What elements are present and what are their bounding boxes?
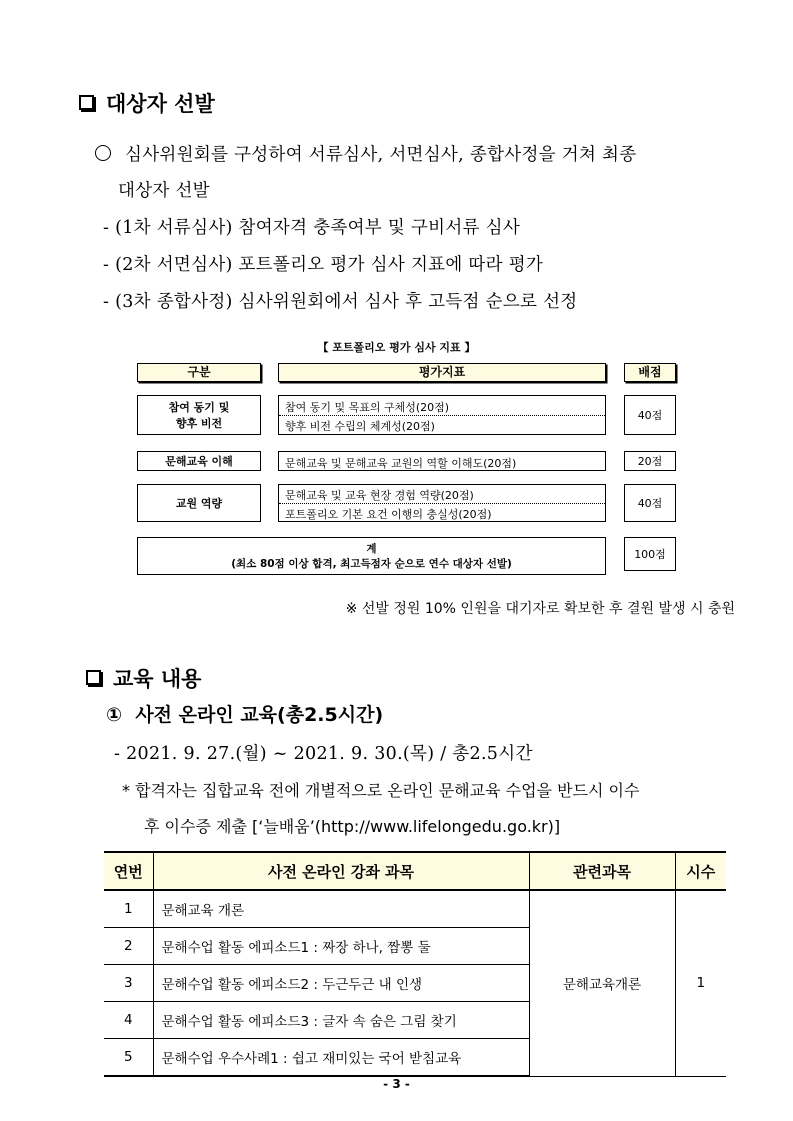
criteria-item: 문해교육 및 교육 현장 경험 역량(20점)	[285, 489, 474, 502]
row-no: 4	[104, 1002, 153, 1039]
criteria-item: 참여 동기 및 목표의 구체성(20점)	[285, 401, 450, 414]
course-table	[104, 851, 726, 1077]
dotted-divider	[279, 503, 605, 504]
eval-footnote: ※ 선발 정원 10% 인원을 대기자로 확보한 후 결원 발생 시 충원	[345, 601, 735, 617]
criteria-item: 문해교육 및 문해교육 교원의 역할 이해도(20점)	[285, 457, 517, 470]
row-course-title: 문해교육 개론	[153, 890, 529, 928]
hours-cell: 1	[675, 890, 726, 1076]
education-note-1: * 합격자는 집합교육 전에 개별적으로 온라인 문해교육 수업을 반드시 이수	[122, 781, 640, 800]
eval-total-score: 100점	[624, 537, 676, 571]
row-course-title: 문해수업 활동 에피소드1 : 짜장 하나, 짬뽕 둘	[153, 928, 529, 965]
row-no: 3	[104, 965, 153, 1002]
row-no: 1	[104, 890, 153, 928]
intro-line-2: 대상자 선발	[118, 181, 210, 201]
step-line-1: - (1차 서류심사) 참여자격 충족여부 및 구비서류 심사	[103, 218, 521, 238]
course-table-header	[104, 852, 726, 890]
square-bullet-icon	[86, 670, 101, 685]
eval-row-2-criteria	[278, 451, 606, 471]
criteria-item: 포트폴리오 기본 요건 이행의 충실성(20점)	[285, 508, 492, 521]
eval-row-1-score: 40점	[624, 395, 676, 435]
header-hours: 시수	[675, 852, 726, 890]
dotted-divider	[279, 415, 605, 416]
eval-header-category: 구분	[137, 363, 261, 382]
eval-row-1-category: 참여 동기 및 향후 비전	[137, 395, 261, 435]
step-line-2: - (2차 서면심사) 포트폴리오 평가 심사 지표에 따라 평가	[103, 255, 544, 275]
intro-line-1: 심사위원회를 구성하여 서류심사, 서면심사, 종합사정을 거쳐 최종	[95, 141, 636, 166]
eval-row-3-criteria	[278, 484, 606, 522]
eval-header-score: 배점	[624, 363, 676, 382]
row-course-title: 문해수업 우수사례1 : 쉽고 재미있는 국어 받침교육	[153, 1039, 529, 1077]
header-course-title: 사전 온라인 강좌 과목	[153, 852, 529, 890]
eval-row-2-score: 20점	[624, 451, 676, 471]
eval-row-3-score: 40점	[624, 484, 676, 522]
section-heading-education: 교육 내용	[86, 663, 201, 693]
eval-total-label: 계 (최소 80점 이상 합격, 최고득점자 순으로 연수 대상자 선발)	[137, 537, 606, 575]
eval-row-3-category: 교원 역량	[137, 484, 261, 522]
education-note-2: 후 이수증 제출 [‘늘배움’(http://www.lifelongedu.go.kr)]	[144, 817, 561, 836]
section-heading-selection: 대상자 선발	[79, 88, 215, 118]
education-period: - 2021. 9. 27.(월) ~ 2021. 9. 30.(목) / 총2.5시간	[114, 744, 533, 764]
table-row	[104, 890, 726, 928]
page-number: - 3 -	[383, 1077, 410, 1091]
eval-row-2-category: 문해교육 이해	[137, 451, 261, 471]
eval-table-caption: 【 포트폴리오 평가 심사 지표 】	[317, 341, 476, 354]
row-no: 5	[104, 1039, 153, 1077]
header-related-subject: 관련과목	[529, 852, 675, 890]
subsection-title: ① 사전 온라인 교육(총2.5시간)	[106, 704, 384, 726]
step-line-3: - (3차 종합사정) 심사위원회에서 심사 후 고득점 순으로 선정	[103, 292, 578, 312]
row-course-title: 문해수업 활동 에피소드2 : 두근두근 내 인생	[153, 965, 529, 1002]
circle-bullet-icon	[95, 145, 111, 161]
header-no: 연번	[104, 852, 153, 890]
row-no: 2	[104, 928, 153, 965]
eval-row-1-criteria	[278, 395, 606, 435]
related-subject-cell: 문해교육개론	[529, 890, 675, 1076]
criteria-item: 향후 비전 수립의 체계성(20점)	[285, 420, 435, 433]
row-course-title: 문해수업 활동 에피소드3 : 글자 속 숨은 그림 찾기	[153, 1002, 529, 1039]
square-bullet-icon	[79, 95, 94, 110]
eval-header-criteria: 평가지표	[278, 363, 606, 382]
